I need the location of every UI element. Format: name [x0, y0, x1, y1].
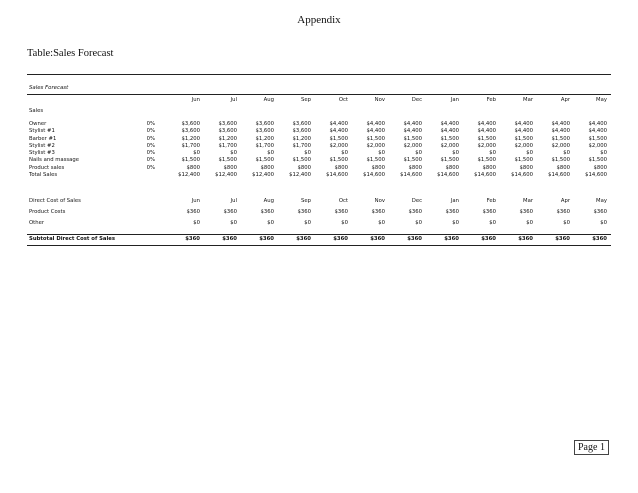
table-cell: $360: [481, 236, 496, 242]
table-cell: $1,500: [181, 157, 200, 164]
table-cell: $14,600: [326, 172, 348, 179]
table-cell: $1,500: [551, 135, 570, 142]
subtotal-row: [29, 236, 611, 243]
month-header-row: [29, 97, 611, 104]
table-cell: $360: [593, 209, 607, 215]
table-cell: $800: [482, 164, 496, 171]
table-cell: $1,700: [292, 142, 311, 149]
table-row: [29, 220, 611, 227]
table-cell: $4,400: [477, 128, 496, 135]
table-row: [29, 143, 611, 150]
table-cell: $1,500: [366, 157, 385, 164]
table-cell: $1,500: [588, 157, 607, 164]
row-label: Barber #1: [29, 135, 57, 142]
table-cell: $14,600: [474, 172, 496, 179]
table-row: [29, 136, 611, 143]
table-cell: $360: [259, 236, 274, 242]
table-cell: $1,700: [181, 142, 200, 149]
cost-header: [29, 198, 611, 205]
table-cell: $360: [186, 209, 200, 215]
month-header: Feb: [486, 97, 496, 103]
table-cell: $800: [334, 164, 348, 171]
table-cell: $360: [518, 236, 533, 242]
table-cell: $4,400: [588, 128, 607, 135]
row-label: Stylist #3: [29, 150, 55, 157]
row-percent: 0%: [146, 142, 155, 149]
table-cell: $360: [519, 209, 533, 215]
table-cell: $3,600: [255, 128, 274, 135]
month-header: Sep: [301, 97, 311, 103]
row-percent: 0%: [146, 164, 155, 171]
month-header: Jul: [230, 198, 237, 204]
table-cell: $1,500: [329, 157, 348, 164]
table-cell: $14,600: [548, 172, 570, 179]
table-cell: $3,600: [218, 128, 237, 135]
table-cell: $4,400: [551, 121, 570, 127]
table-cell: $360: [407, 236, 422, 242]
table-row: [29, 209, 611, 216]
table-cell: $1,500: [514, 157, 533, 164]
table-cell: $4,400: [477, 121, 496, 127]
table-cell: $360: [296, 236, 311, 242]
table-cell: $0: [415, 220, 422, 227]
table-cell: $0: [193, 150, 200, 157]
subtotal-bottom-rule: [27, 245, 611, 246]
table-cell: $0: [489, 220, 496, 227]
month-header: May: [596, 97, 607, 103]
table-cell: $1,500: [292, 157, 311, 164]
table-cell: $1,500: [588, 135, 607, 142]
month-header: Feb: [486, 198, 496, 204]
page-number: Page 1: [574, 440, 609, 455]
table-cell: $4,400: [366, 121, 385, 127]
table-cell: $360: [482, 209, 496, 215]
table-cell: $1,500: [218, 157, 237, 164]
table-cell: $800: [519, 164, 533, 171]
cost-rows: [29, 209, 611, 228]
cost-heading: Direct Cost of Sales: [29, 198, 81, 204]
table-cell: $1,500: [329, 135, 348, 142]
table-cell: $360: [444, 236, 459, 242]
table-cell: $360: [333, 236, 348, 242]
table-cell: $360: [297, 209, 311, 215]
table-cell: $800: [408, 164, 422, 171]
month-header: Apr: [560, 198, 570, 204]
table-cell: $1,700: [255, 142, 274, 149]
table-cell: $0: [230, 150, 237, 157]
month-header: Dec: [411, 97, 422, 103]
table-cell: $3,600: [218, 121, 237, 127]
table-cell: $12,400: [215, 172, 237, 179]
table-cell: $1,500: [477, 135, 496, 142]
subtotal-top-rule: [27, 234, 611, 235]
table-cell: $0: [452, 150, 459, 157]
table-cell: $360: [408, 209, 422, 215]
table-cell: $3,600: [181, 121, 200, 127]
cost-heading-row: [29, 198, 611, 205]
row-label: Product sales: [29, 164, 65, 171]
table-cell: $3,600: [292, 128, 311, 135]
table-cell: $12,400: [289, 172, 311, 179]
table-cell: $1,500: [551, 157, 570, 164]
table-cell: $0: [193, 220, 200, 227]
table-cell: $800: [297, 164, 311, 171]
table-row: [29, 157, 611, 164]
table-cell: $0: [452, 220, 459, 227]
table-cell: $4,400: [403, 128, 422, 135]
table-cell: $0: [304, 220, 311, 227]
table-row: [29, 121, 611, 128]
table-cell: $800: [556, 164, 570, 171]
table-cell: $1,500: [403, 157, 422, 164]
row-percent: 0%: [146, 121, 155, 127]
subtotal-row-wrap: [29, 236, 611, 243]
table-cell: $0: [600, 150, 607, 157]
table-cell: $360: [334, 209, 348, 215]
page-title: Appendix: [297, 14, 341, 26]
table-cell: $360: [445, 209, 459, 215]
month-header: Sep: [301, 198, 311, 204]
table-cell: $1,500: [477, 157, 496, 164]
month-header: May: [596, 198, 607, 204]
month-header: Jul: [230, 97, 237, 103]
section-rule: [27, 74, 611, 75]
table-cell: $4,400: [551, 128, 570, 135]
sales-table: [29, 97, 611, 116]
table-row: [29, 128, 611, 135]
table-cell: $3,600: [255, 121, 274, 127]
table-cell: $12,400: [252, 172, 274, 179]
table-cell: $800: [260, 164, 274, 171]
table-cell: $4,400: [514, 121, 533, 127]
table-cell: $0: [304, 150, 311, 157]
caption-rule: [27, 94, 611, 95]
table-cell: $0: [341, 150, 348, 157]
month-header: Mar: [523, 97, 533, 103]
row-percent: 0%: [146, 135, 155, 142]
table-cell: $4,400: [440, 128, 459, 135]
month-header: Oct: [338, 97, 348, 103]
row-percent: 0%: [146, 157, 155, 164]
table-cell: $0: [600, 220, 607, 227]
table-cell: $2,000: [477, 142, 496, 149]
month-header: Apr: [560, 97, 570, 103]
table-cell: $14,600: [400, 172, 422, 179]
table-row: [29, 165, 611, 172]
table-cell: $2,000: [588, 142, 607, 149]
section-title: Table:Sales Forecast: [27, 48, 114, 59]
table-cell: $3,600: [292, 121, 311, 127]
table-cell: $1,200: [181, 135, 200, 142]
table-cell: $360: [370, 236, 385, 242]
table-cell: $0: [563, 220, 570, 227]
month-header: Jun: [191, 97, 200, 103]
table-cell: $1,500: [255, 157, 274, 164]
row-label: Nails and massage: [29, 157, 80, 164]
row-label: Owner: [29, 121, 47, 127]
table-cell: $800: [371, 164, 385, 171]
sales-heading-row: [29, 108, 611, 115]
table-cell: $0: [489, 150, 496, 157]
table-cell: $0: [267, 150, 274, 157]
month-header: Dec: [411, 198, 422, 204]
row-label: Product Costs: [29, 209, 66, 215]
table-cell: $0: [526, 220, 533, 227]
table-cell: $4,400: [329, 128, 348, 135]
month-header: Mar: [523, 198, 533, 204]
table-cell: $2,000: [329, 142, 348, 149]
table-cell: $0: [415, 150, 422, 157]
table-cell: $800: [445, 164, 459, 171]
month-header: Jan: [450, 198, 459, 204]
table-cell: $14,600: [437, 172, 459, 179]
table-cell: $0: [267, 220, 274, 227]
table-cell: $360: [223, 209, 237, 215]
table-cell: $360: [371, 209, 385, 215]
table-cell: $2,000: [514, 142, 533, 149]
table-cell: $2,000: [403, 142, 422, 149]
total-sales-row: [29, 172, 611, 179]
table-cell: $0: [341, 220, 348, 227]
row-label: Subtotal Direct Cost of Sales: [29, 236, 116, 242]
table-cell: $14,600: [363, 172, 385, 179]
table-cell: $360: [185, 236, 200, 242]
table-cell: $4,400: [329, 121, 348, 127]
table-cell: $1,500: [440, 157, 459, 164]
table-cell: $360: [555, 236, 570, 242]
table-cell: $360: [222, 236, 237, 242]
table-cell: $800: [186, 164, 200, 171]
table-cell: $1,500: [514, 135, 533, 142]
month-header: Nov: [374, 198, 385, 204]
table-cell: $360: [556, 209, 570, 215]
row-percent: 0%: [146, 128, 155, 135]
table-cell: $4,400: [366, 128, 385, 135]
row-percent: 0%: [146, 150, 155, 157]
table-cell: $2,000: [551, 142, 570, 149]
month-header: Nov: [374, 97, 385, 103]
table-cell: $0: [526, 150, 533, 157]
table-cell: $1,200: [292, 135, 311, 142]
table-cell: $1,500: [366, 135, 385, 142]
row-label: Stylist #1: [29, 128, 55, 135]
sales-heading: Sales: [29, 108, 44, 115]
table-cell: $0: [378, 220, 385, 227]
table-caption: Sales Forecast: [29, 85, 69, 91]
table-cell: $1,700: [218, 142, 237, 149]
month-header: Oct: [338, 198, 348, 204]
table-cell: $14,600: [585, 172, 607, 179]
table-cell: $360: [260, 209, 274, 215]
table-row: [29, 150, 611, 157]
table-cell: $2,000: [440, 142, 459, 149]
month-header: Jun: [191, 198, 200, 204]
table-cell: $4,400: [403, 121, 422, 127]
row-label: Other: [29, 220, 45, 227]
table-cell: $4,400: [588, 121, 607, 127]
table-cell: $800: [593, 164, 607, 171]
month-header: Aug: [263, 97, 274, 103]
table-cell: $4,400: [440, 121, 459, 127]
table-cell: $3,600: [181, 128, 200, 135]
row-label: Stylist #2: [29, 142, 55, 149]
row-label: Total Sales: [29, 172, 58, 179]
table-cell: $360: [592, 236, 607, 242]
table-cell: $1,200: [218, 135, 237, 142]
table-cell: $0: [378, 150, 385, 157]
table-cell: $1,500: [440, 135, 459, 142]
table-cell: $0: [230, 220, 237, 227]
table-cell: $12,400: [178, 172, 200, 179]
table-cell: $4,400: [514, 128, 533, 135]
sales-rows: [29, 121, 611, 179]
table-cell: $1,500: [403, 135, 422, 142]
month-header: Jan: [450, 97, 459, 103]
table-cell: $800: [223, 164, 237, 171]
month-header: Aug: [263, 198, 274, 204]
table-cell: $0: [563, 150, 570, 157]
table-cell: $1,200: [255, 135, 274, 142]
table-cell: $2,000: [366, 142, 385, 149]
table-cell: $14,600: [511, 172, 533, 179]
